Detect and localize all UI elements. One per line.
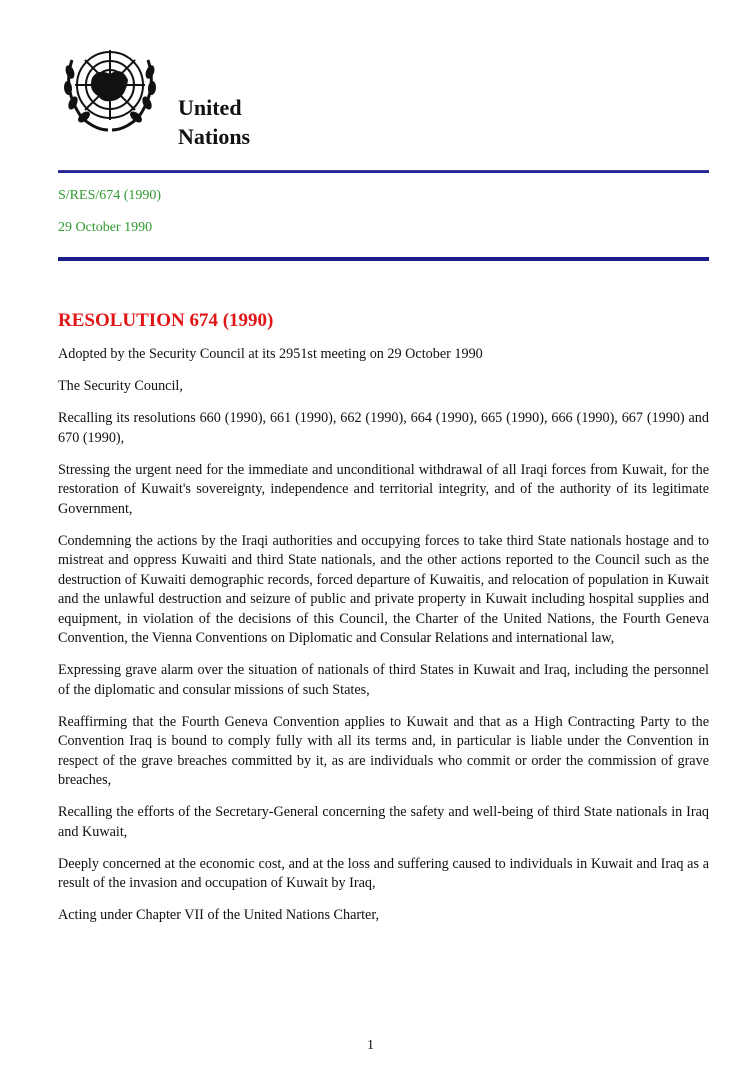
preamble-paragraph: Recalling the efforts of the Secretary-General concerning the safety and well-being of third State nationals in Iraq and Kuwait,	[58, 804, 709, 840]
organization-name	[178, 93, 250, 151]
top-divider	[58, 170, 709, 173]
org-name-line2: Nations	[178, 124, 251, 149]
org-name-line1: United	[178, 95, 242, 120]
preamble-paragraph: Recalling its resolutions 660 (1990), 661 (1990), 662 (1990), 664 (1990), 665 (1990), 666 (1990), 667 (1990) and 670 (1990),	[58, 410, 709, 446]
preamble-paragraph: Acting under Chapter VII of the United Nations Charter,	[58, 907, 380, 923]
preamble-paragraph: Stressing the urgent need for the immediate and unconditional withdrawal of all Iraqi forces from Kuwait, for the restoration of Kuwait's sovereignty, independence and territorial integrity, and of the authority of its legitimate Government,	[58, 461, 709, 517]
resolution-body	[58, 345, 709, 938]
document-symbol: S/RES/674 (1990)	[58, 188, 162, 203]
bottom-divider	[58, 257, 709, 261]
document-date: 29 October 1990	[58, 220, 153, 235]
preamble-paragraph: Reaffirming that the Fourth Geneva Convention applies to Kuwait and that as a High Contracting Party to the Convention Iraq is bound to comply fully with all its terms and, in particular is liable under the Convention in respect of the grave breaches committed by it, as are individuals who commit or order the commission of grave breaches,	[58, 713, 709, 788]
preamble-paragraph: Condemning the actions by the Iraqi authorities and occupying forces to take third State nationals hostage and to mistreat and oppress Kuwaiti and third State nationals, and the other actions reported to the Council such as the destruction of Kuwaiti demographic records, forced departure of Kuwaitis, and relocation of population in Kuwait and the unlawful destruction and seizure of public and private property in Kuwait including hospital supplies and equipment, in violation of the decisions of this Council, the Charter of the United Nations, the Fourth Geneva Convention, the Vienna Conventions on Diplomatic and Consular Relations and international law,	[58, 532, 709, 646]
page-number: 1	[367, 1038, 374, 1053]
preamble-paragraph: Deeply concerned at the economic cost, and at the loss and suffering caused to individuals in Kuwait and Iraq as a result of the invasion and occupation of Kuwait by Iraq,	[58, 855, 709, 891]
un-emblem-icon	[58, 40, 162, 138]
preamble-paragraph: Expressing grave alarm over the situation of nationals of third States in Kuwait and Iraq, including the personnel of the diplomatic and consular missions of such States,	[58, 662, 709, 698]
adoption-line: Adopted by the Security Council at its 2951st meeting on 29 October 1990	[58, 346, 483, 362]
preamble-opening: The Security Council,	[58, 378, 183, 394]
resolution-title: RESOLUTION 674 (1990)	[58, 310, 274, 331]
